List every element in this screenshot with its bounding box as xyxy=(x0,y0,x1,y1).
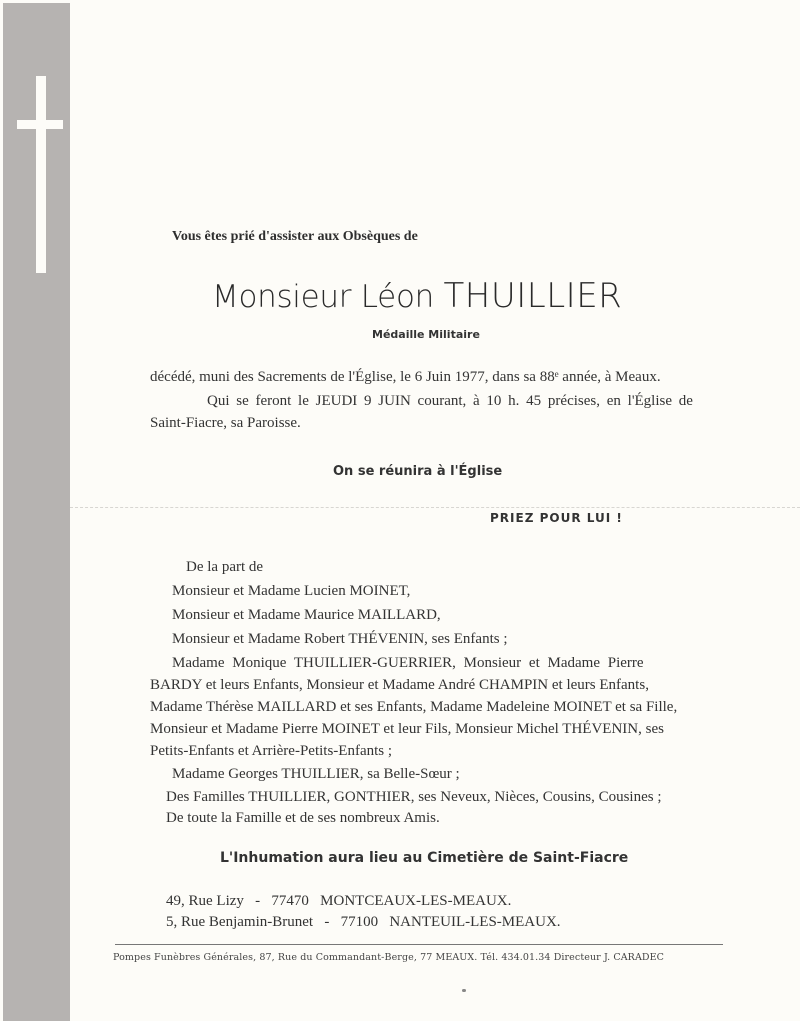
distinction: Médaille Militaire xyxy=(372,328,480,341)
family-line: Madame Thérèse MAILLARD et ses Enfants, Madame Madeleine MOINET et sa Fille, xyxy=(150,699,678,715)
address-line xyxy=(166,893,511,910)
death-details: décédé, muni des Sacrements de l'Église, le 6 Juin 1977, dans sa 88ᵉ année, à Meaux. xyxy=(150,369,661,385)
deceased-surname: THUILLIER xyxy=(443,276,623,316)
family-line: Monsieur et Madame Robert THÉVENIN, ses Enfants ; xyxy=(172,631,508,647)
address-street: 49, Rue Lizy xyxy=(166,893,244,909)
address-separator: - xyxy=(324,914,330,930)
family-line: Monsieur et Madame Maurice MAILLARD, xyxy=(172,607,441,623)
fold-line xyxy=(70,507,800,508)
family-line: Monsieur et Madame Lucien MOINET, xyxy=(172,583,411,599)
family-line: Des Familles THUILLIER, GONTHIER, ses Neveux, Nièces, Cousins, Cousines ; xyxy=(166,789,662,805)
ceremony-details: Qui se feront le JEUDI 9 JUIN courant, à 10 h. 45 précises, en l'Église de xyxy=(207,393,693,409)
print-speck xyxy=(462,989,466,992)
address-town: NANTEUIL-LES-MEAUX. xyxy=(389,914,561,930)
footer-divider xyxy=(115,944,723,945)
burial-notice: L'Inhumation aura lieu au Cimetière de Saint-Fiacre xyxy=(220,850,629,866)
family-line: BARDY et leurs Enfants, Monsieur et Madame André CHAMPIN et leurs Enfants, xyxy=(150,677,649,693)
latin-cross-icon xyxy=(36,76,46,273)
address-town: MONTCEAUX-LES-MEAUX. xyxy=(320,893,512,909)
family-intro: De la part de xyxy=(186,559,264,575)
address-postcode: 77100 xyxy=(340,914,379,930)
family-line: De toute la Famille et de ses nombreux Amis. xyxy=(166,810,440,826)
mourning-side-band xyxy=(3,3,70,1021)
funeral-home-footer: Pompes Funèbres Générales, 87, Rue du Commandant-Berge, 77 MEAUX. Tél. 434.01.34 Directeur J. CARADEC xyxy=(113,952,665,963)
address-line xyxy=(166,914,561,931)
address-separator: - xyxy=(255,893,261,909)
family-line: Madame Monique THUILLIER-GUERRIER, Monsieur et Madame Pierre xyxy=(172,655,644,671)
deceased-name xyxy=(212,276,622,316)
latin-cross-icon-arm xyxy=(17,120,63,129)
family-line: Madame Georges THUILLIER, sa Belle-Sœur ; xyxy=(172,766,460,782)
family-line: Monsieur et Madame Pierre MOINET et leur Fils, Monsieur Michel THÉVENIN, ses xyxy=(150,721,664,737)
deceased-name-prefix: Monsieur Léon xyxy=(212,279,434,315)
family-line: Petits-Enfants et Arrière-Petits-Enfants ; xyxy=(150,743,393,759)
address-street: 5, Rue Benjamin-Brunet xyxy=(166,914,314,930)
prayer-line: PRIEZ POUR LUI ! xyxy=(490,511,623,525)
address-postcode: 77470 xyxy=(271,893,309,909)
invitation-line: Vous êtes prié d'assister aux Obsèques de xyxy=(172,229,418,244)
ceremony-details-cont: Saint-Fiacre, sa Paroisse. xyxy=(150,415,301,431)
gathering-notice: On se réunira à l'Église xyxy=(333,464,503,479)
